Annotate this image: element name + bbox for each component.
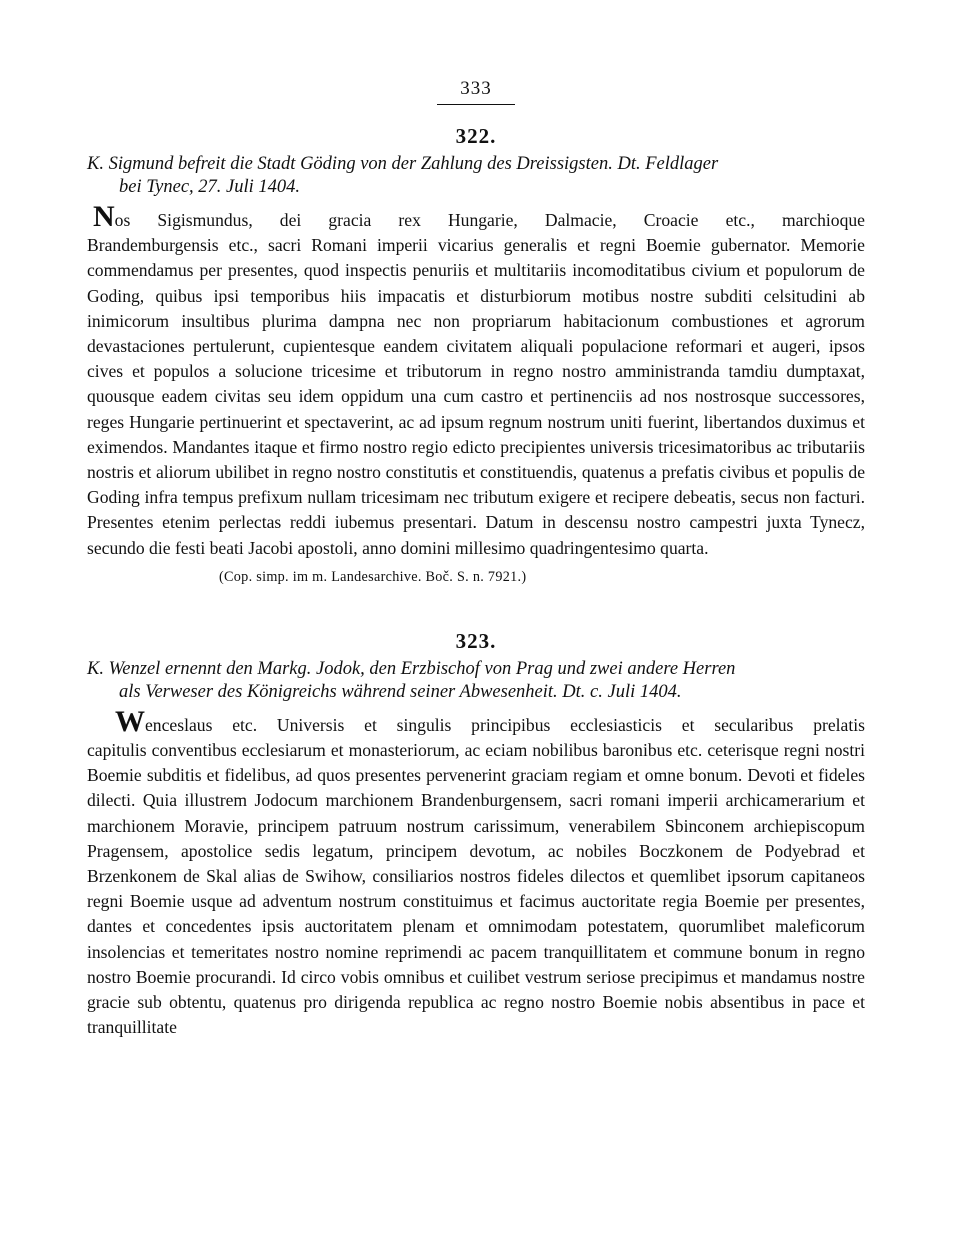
document-title-line: K. Wenzel ernennt den Markg. Jodok, den Erzbischof von Prag und zwei andere Herren (87, 658, 736, 679)
document-body-text: capitulis conventibus ecclesiarum et monasteriorum, ac eciam nobilibus baronibus etc. ceterisque regni nostri Boemie subditis et fidelibus, ad quos presentes pervenerint graciam regiam et omne bonum. Devoti et fideles dilecti. Quia illustrem Jodocum marchionem Brandenburgensem, sacri romani imperii archicamerarium et marchionem Moravie, principem patruum nostrum carissimum, venerabilem Sbinconem archiepiscopum Pragensem, apostolice sedis legatum, principem devotum, ac nobiles Boczkonem de Podyebrad et Brzenkonem de Skal alias de Swihow, consiliarios nostros fideles dilectos et quemlibet ipsorum capitaneos regni Boemie usque ad adventum nostrum constituimus et facimus auctoritate regia Boemie per presentes, dantes et concedentes ipsis auctoritatem plenam et omnimodam potestatem, quorumlibet maleficorum insolencias et temeritates nostro nomine reprimendi ac pacem tranquillitatem et commune bonum in regno nostro Boemie procurandi. Id circo vobis omnibus et cuilibet vestrum seriose precipimus et mandamus nostre gracie sub obtentu, quatenus pro dirigenda republica ac regno nostro Boemie nobis absentibus in pace et tranquillitate (87, 740, 865, 1038)
document-title (87, 658, 865, 704)
document-title-line: als Verweser des Königreichs während seiner Abwesenheit. Dt. c. Juli 1404. (119, 681, 682, 702)
document-page (87, 78, 865, 1040)
page-number-rule (437, 104, 515, 105)
page-number: 333 (460, 78, 492, 99)
source-note: (Cop. simp. im m. Landesarchive. Boč. S. n. 7921.) (219, 568, 527, 585)
document-body-text: Brandemburgensis etc., sacri Romani imperii vicarius generalis et regni Boemie gubernator. Memorie commendamus per presentes, quod inspectis penuriis et multitariis incomoditatibus civium et populorum de Goding, quibus ipsi temporibus hiis impacatis et disturbiorum motibus nostre subditi celsitudini ab inimicorum insultibus plurima dampna nec non propriarum habitacionum combustiones et agrorum devastaciones pertulerunt, cupientesque eandem civitatem aliquali populacione reformari et augeri, ipsos cives et populos a solucione tricesime et tributorum in regno nostro amministranda tamdiu dumptaxat, quousque eadem civitas seu idem oppidum una cum castro et pertinenciis ad nos nostrosque successores, reges Hungarie pertinuerint et spectaverint, ac ad ipsum regnum nostrum uniti fuerint, libertandos duximus et eximendos. Mandantes itaque et firmo nostro regio edicto precipientes universis tricesimatoribus ac tributariis nostris et aliorum ubilibet in regno nostro constitutis et constituendis, quatenus a prefatis civibus et populis de Goding infra tempus prefixum nullam tricesimam nec tributum exigere et recipere debeatis, secus non facturi. Presentes etenim perlectas reddi iubemus presentari. Datum in descensu nostro campestri juxta Tynecz, secundo die festi beati Jacobi apostoli, anno domini millesimo quadringentesimo quarta. (87, 235, 865, 558)
first-line-text: os Sigismundus, dei gracia rex Hungarie, Dalmacie, Croacie etc., marchioque (114, 210, 865, 230)
drop-initial: N (93, 200, 115, 233)
document-title (87, 153, 865, 199)
document-title-line: bei Tynec, 27. Juli 1404. (119, 177, 301, 197)
first-line-text: enceslaus etc. Universis et singulis principibus ecclesiasticis et secularibus prelatis (145, 714, 865, 735)
document-number: 323. (455, 628, 497, 653)
document-body (87, 704, 865, 1041)
document-body (87, 200, 865, 561)
document-title-line: K. Sigmund befreit die Stadt Göding von der Zahlung des Dreissigsten. Dt. Feldlager (87, 154, 719, 174)
document-number: 322. (455, 124, 497, 148)
drop-initial: W (115, 704, 145, 738)
document-first-line (87, 704, 865, 738)
document-first-line (87, 200, 865, 233)
